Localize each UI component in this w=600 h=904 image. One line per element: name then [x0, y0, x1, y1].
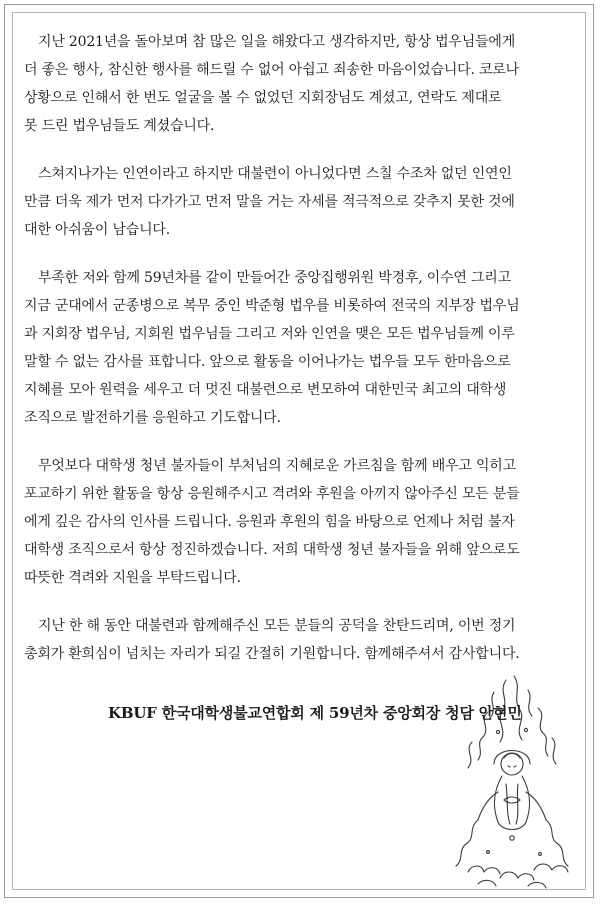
text-line: 따뜻한 격려와 지원을 부탁드립니다. — [24, 570, 241, 586]
text-line: 만큼 더욱 제가 먼저 다가가고 먼저 말을 거는 자세를 적극적으로 갖추지 못한 것에 — [24, 194, 515, 210]
letter-body — [24, 28, 576, 688]
paragraph-reflection — [24, 28, 576, 140]
text-line: 조직으로 발전하기를 응원하고 기도합니다. — [24, 410, 281, 426]
text-line: 과 지회장 법우님, 지회원 법우님들 그리고 저와 인연을 맺은 모든 법우님들께 이루 — [24, 326, 515, 342]
signature-line: KBUF 한국대학생불교연합회 제 59년차 중앙회장 청담 안현민 — [108, 704, 522, 722]
text-line: 지금 군대에서 군종병으로 복무 중인 박준형 법우를 비롯하여 전국의 지부장 법우님 — [24, 298, 520, 314]
text-line: 지혜를 모아 원력을 세우고 더 멋진 대불련으로 변모하여 대한민국 최고의 대학생 — [24, 382, 507, 398]
text-line: 지난 2021년을 돌아보며 참 많은 일을 해왔다고 생각하지만, 항상 법우님들에게 — [38, 34, 516, 50]
text-line: 포교하기 위한 활동을 항상 응원해주시고 격려와 후원을 아끼지 않아주신 모든 분들 — [24, 486, 520, 502]
text-line: 상황으로 인해서 한 번도 얼굴을 볼 수 없었던 지회장님도 계셨고, 연락도 제대로 — [24, 90, 502, 106]
text-line: 부족한 저와 함께 59년차를 같이 만들어간 중앙집행위원 박경후, 이수연 그리고 — [38, 270, 511, 286]
text-line: 지난 한 해 동안 대불련과 함께해주신 모든 분들의 공덕을 찬탄드리며, 이번 정기 — [38, 618, 516, 634]
text-line: 못 드린 법우님들도 계셨습니다. — [24, 118, 215, 134]
text-line: 총회가 환희심이 넘치는 자리가 되길 간절히 기원합니다. 함께해주셔서 감사합니다. — [24, 646, 520, 662]
paragraph-closing — [24, 612, 576, 668]
text-line: 대학생 조직으로서 항상 정진하겠습니다. 저희 대학생 청년 불자들을 위해 앞으로도 — [24, 542, 520, 558]
text-line: 스쳐지나가는 인연이라고 하지만 대불련이 아니었다면 스칠 수조차 없던 인연인 — [38, 166, 512, 182]
paragraph-regret — [24, 160, 576, 244]
text-line: 무엇보다 대학생 청년 불자들이 부처님의 지혜로운 가르침을 함께 배우고 익히고 — [38, 458, 516, 474]
paragraph-gratitude-supporters — [24, 452, 576, 592]
text-line: 대한 아쉬움이 남습니다. — [24, 222, 170, 238]
paragraph-gratitude-members — [24, 264, 576, 432]
text-line: 에게 깊은 감사의 인사를 드립니다. 응원과 후원의 힘을 바탕으로 언제나 처럼 불자 — [24, 514, 515, 530]
text-line: 말할 수 없는 감사를 표합니다. 앞으로 활동을 이어나가는 법우들 모두 한마음으로 — [24, 354, 511, 370]
text-line: 더 좋은 행사, 참신한 행사를 해드릴 수 없어 아쉽고 죄송한 마음이었습니다. 코로나 — [24, 62, 519, 78]
